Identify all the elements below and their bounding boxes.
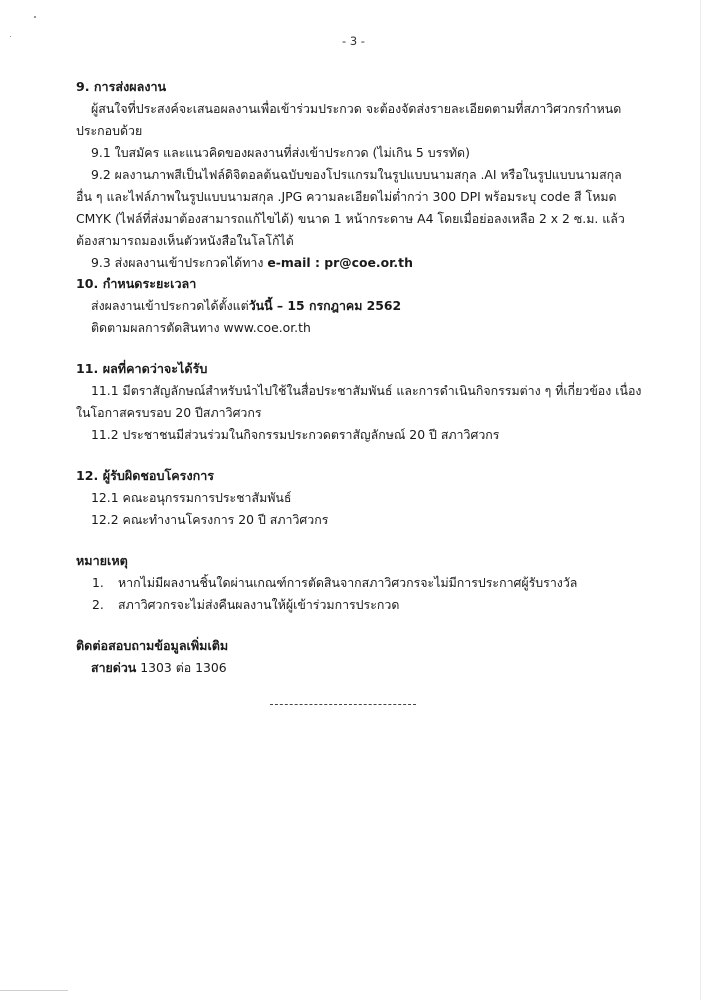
hotline (91, 659, 227, 677)
hotline-label: สายด่วน (91, 660, 137, 675)
scan-edge (700, 0, 701, 1000)
section-12-item-2: 12.2 คณะทำงานโครงการ 20 ปี สภาวิศวกร (91, 512, 329, 527)
section-9-item-2-line4: ต้องสามารถมองเห็นตัวหนังสือในโลโก้ได้ (76, 233, 294, 248)
section-11-item-2: 11.2 ประชาชนมีส่วนร่วมในกิจกรรมประกวดตราสัญลักษณ์ 20 ปี สภาวิศวกร (91, 427, 500, 442)
section-10-heading: 10. กำหนดระยะเวลา (76, 276, 197, 291)
section-9-item-2-line3: CMYK (ไฟล์ที่ส่งมาต้องสามารถแก้ไขได้) ขนาด 1 หน้ากระดาษ A4 โดยเมื่อย่อลงเหลือ 2 x 2 ซ.ม. แล้ว (76, 211, 625, 226)
section-9-item-1: 9.1 ใบสมัคร และแนวคิดของผลงานที่ส่งเข้าประกวด (ไม่เกิน 5 บรรทัด) (91, 145, 470, 160)
section-12-heading: 12. ผู้รับผิดชอบโครงการ (76, 468, 215, 483)
submission-period: วันนี้ – 15 กรกฎาคม 2562 (248, 298, 402, 313)
section-11-heading: 11. ผลที่คาดว่าจะได้รับ (76, 361, 208, 376)
hotline-number: 1303 ต่อ 1306 (140, 660, 227, 675)
section-10-line1-text: ส่งผลงานเข้าประกวดได้ตั้งแต่ (91, 298, 249, 313)
note-2: สภาวิศวกรจะไม่ส่งคืนผลงานให้ผู้เข้าร่วมการประกวด (118, 597, 400, 612)
section-9-item-2-line1: 9.2 ผลงานภาพสีเป็นไฟล์ดิจิตอลต้นฉบับของโปรแกรมในรูปแบบนามสกุล .AI หรือในรูปแบบนามสกุล (91, 167, 622, 182)
scan-edge (0, 990, 68, 991)
note-2-number: 2. (92, 597, 104, 612)
section-11-item-1-line1: 11.1 มีตราสัญลักษณ์สำหรับนำไปใช้ในสื่อประชาสัมพันธ์ และการดำเนินกิจกรรมต่าง ๆ ที่เกี่ยวข้อง เนื่อง (91, 383, 642, 398)
end-divider (270, 704, 416, 705)
section-10-line1 (91, 297, 401, 315)
page-number: - 3 - (342, 34, 365, 48)
section-9-intro-line1: ผู้สนใจที่ประสงค์จะเสนอผลงานเพื่อเข้าร่วมประกวด จะต้องจัดส่งรายละเอียดตามที่สภาวิศวกรกำหนด (91, 101, 622, 116)
notes-heading: หมายเหตุ (76, 553, 128, 568)
section-9-item-2-line2: อื่น ๆ และไฟล์ภาพในรูปแบบนามสกุล .JPG ความละเอียดไม่ต่ำกว่า 300 DPI พร้อมระบุ code สี โหมด (76, 189, 617, 204)
section-9-item-3 (91, 254, 413, 272)
section-10-line2: ติดตามผลการตัดสินทาง www.coe.or.th (91, 320, 311, 335)
note-1-number: 1. (92, 575, 104, 590)
contact-heading: ติดต่อสอบถามข้อมูลเพิ่มเติม (76, 638, 229, 653)
note-1: หากไม่มีผลงานชิ้นใดผ่านเกณฑ์การตัดสินจากสภาวิศวกรจะไม่มีการประกาศผู้รับรางวัล (118, 575, 578, 590)
submission-email: e-mail : pr@coe.or.th (267, 255, 413, 270)
section-9-item-3-text: 9.3 ส่งผลงานเข้าประกวดได้ทาง (91, 255, 264, 270)
section-12-item-1: 12.1 คณะอนุกรรมการประชาสัมพันธ์ (91, 490, 292, 505)
section-9-intro-line2: ประกอบด้วย (76, 123, 143, 138)
section-9-heading: 9. การส่งผลงาน (76, 79, 167, 94)
section-11-item-1-line2: ในโอกาสครบรอบ 20 ปีสภาวิศวกร (76, 405, 262, 420)
scan-speck (34, 16, 36, 18)
